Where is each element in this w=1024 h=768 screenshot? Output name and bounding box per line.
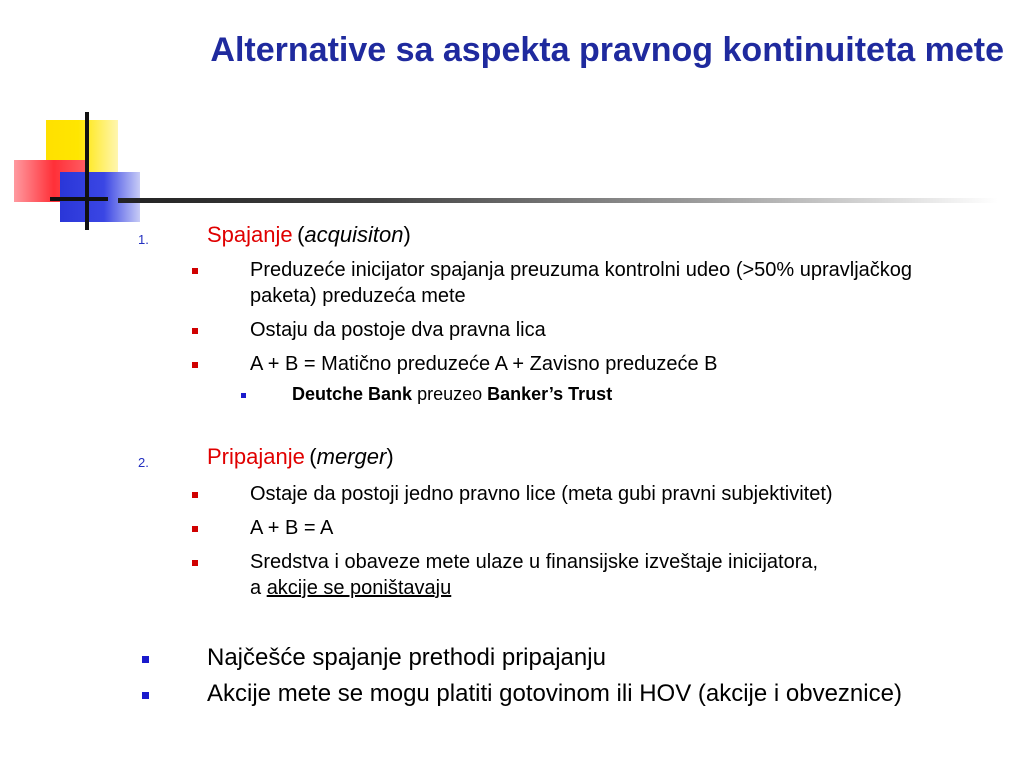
section-1-bullet-3: A + B = Matično preduzeće A + Zavisno preduzeće B (250, 353, 718, 375)
bullet-icon (142, 692, 149, 699)
bullet-icon (192, 560, 198, 566)
section-1-title: Spajanje (207, 222, 293, 247)
section-2-bullet-3-underlined: akcije se poništavaju (266, 577, 452, 599)
bullet-icon (192, 268, 198, 274)
bullet-icon (192, 328, 198, 334)
section-2-number: 2. (138, 455, 149, 470)
paren-open: ( (309, 444, 317, 469)
bullet-icon (142, 656, 149, 663)
paren-close: ) (403, 222, 411, 247)
decorative-logo (0, 0, 170, 240)
section-2-heading (207, 444, 394, 470)
section-1-bullet-2: Ostaju da postoje dva pravna lica (250, 319, 546, 341)
section-2-bullet-3-text: Sredstva i obaveze mete ulaze u finansijske izveštaje inicijatora, (250, 551, 819, 573)
bullet-icon (192, 526, 198, 532)
section-1-term: acquisiton (304, 222, 404, 247)
paren-open: ( (297, 222, 305, 247)
note-2: Akcije mete se mogu platiti gotovinom ili HOV (akcije i obveznice) (207, 680, 902, 707)
section-1-bullet-1: Preduzeće inicijator spajanja preuzuma kontrolni udeo (>50% upravljačkog paketa) preduzeća mete (250, 259, 913, 307)
section-1-number: 1. (138, 232, 149, 247)
bullet-icon (241, 393, 246, 398)
note-1: Najčešće spajanje prethodi pripajanju (207, 644, 606, 671)
section-2-bullet-3-prefix: a (250, 577, 262, 599)
section-2-bullet-2: A + B = A (250, 517, 334, 539)
example-verb: preuzeo (417, 384, 483, 404)
example-company-2: Banker’s Trust (487, 384, 613, 404)
paren-close: ) (386, 444, 394, 469)
vertical-line (85, 112, 89, 230)
section-2-bullet-3 (250, 549, 990, 601)
section-2-term: merger (316, 444, 387, 469)
example-company-1: Deutche Bank (292, 384, 413, 404)
section-1-heading (207, 222, 411, 248)
title-divider (118, 198, 998, 203)
section-1-example (292, 384, 612, 405)
section-2-bullet-1: Ostaje da postoji jedno pravno lice (meta gubi pravni subjektivitet) (250, 483, 833, 505)
horizontal-line (50, 197, 108, 201)
bullet-icon (192, 492, 198, 498)
section-2-title: Pripajanje (207, 444, 305, 469)
slide-title: Alternative sa aspekta pravnog kontinuiteta mete (210, 31, 1004, 69)
bullet-icon (192, 362, 198, 368)
